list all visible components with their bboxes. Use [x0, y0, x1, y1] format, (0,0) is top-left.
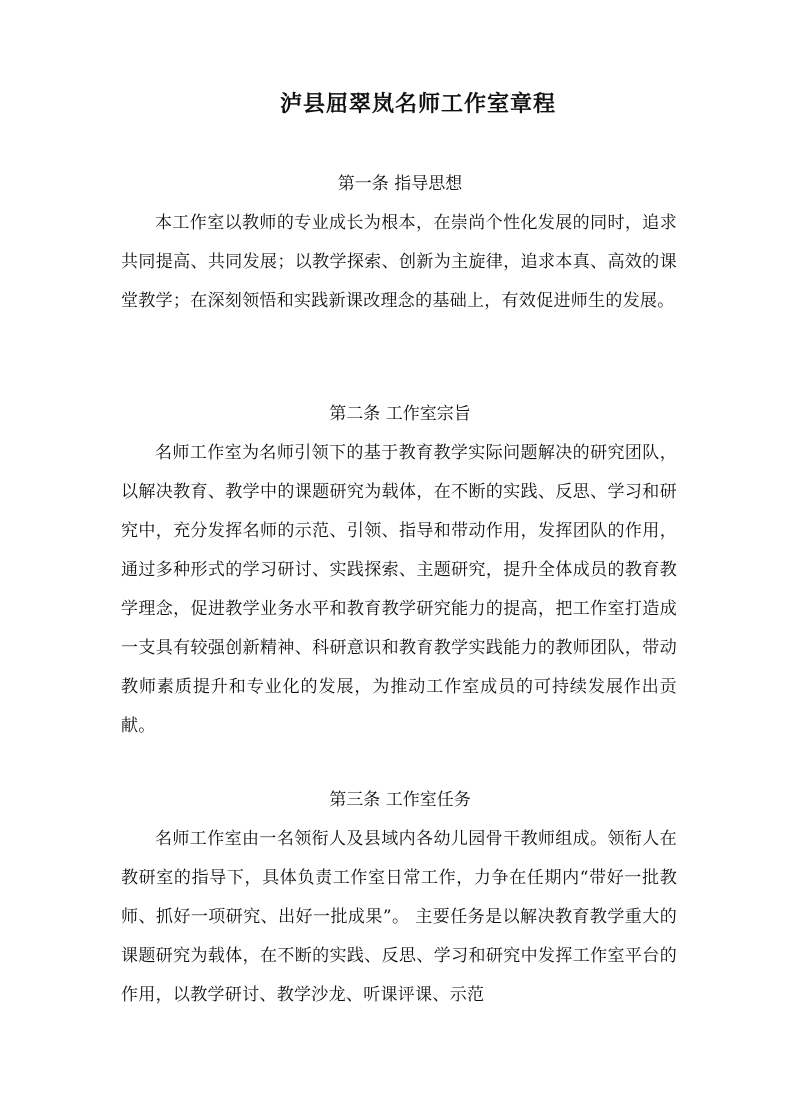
article-3-heading: 第三条 工作室任务 — [329, 790, 471, 810]
article-section-1 — [121, 170, 677, 321]
article-1-body: 本工作室以教师的专业成长为根本，在崇尚个性化发展的同时，追求共同提高、共同发展；以教学探索、创新为主旋律，追求本真、高效的课堂教学；在深刻领悟和实践新课改理念的基础上，有效促进师生的发展。 — [121, 213, 677, 311]
article-section-2 — [121, 400, 677, 746]
article-1-heading: 第一条 指导思想 — [337, 174, 463, 194]
document-title: 泸县屈翠岚名师工作室章程 — [279, 91, 556, 117]
article-2-heading: 第二条 工作室宗旨 — [329, 404, 471, 424]
article-2-body: 名师工作室为名师引领下的基于教育教学实际问题解决的研究团队，以解决教育、教学中的课题研究为载体，在不断的实践、反思、学习和研究中，充分发挥名师的示范、引领、指导和带动作用，发挥团队的作用，通过多种形式的学习研讨、实践探索、主题研究，提升全体成员的教育教学理念，促进教学业务水平和教育教学研究能力的提高，把工作室打造成一支具有较强创新精神、科研意识和教育教学实践能力的教师团队，带动教师素质提升和专业化的发展，为推动工作室成员的可持续发展作出贡献。 — [121, 443, 677, 736]
article-3-body: 名师工作室由一名领衔人及县域内各幼儿园骨干教师组成。领衔人在教研室的指导下，具体负责工作室日常工作，力争在任期内“带好一批教师、抓好一项研究、出好一批成果”。 主要任务是以解决教育教学重大的课题研究为载体，在不断的实践、反思、学习和研究中发挥工作室平台的作用，以教学研讨、教学沙龙、听课评课、示范 — [121, 829, 677, 1005]
article-section-3 — [121, 786, 677, 1015]
